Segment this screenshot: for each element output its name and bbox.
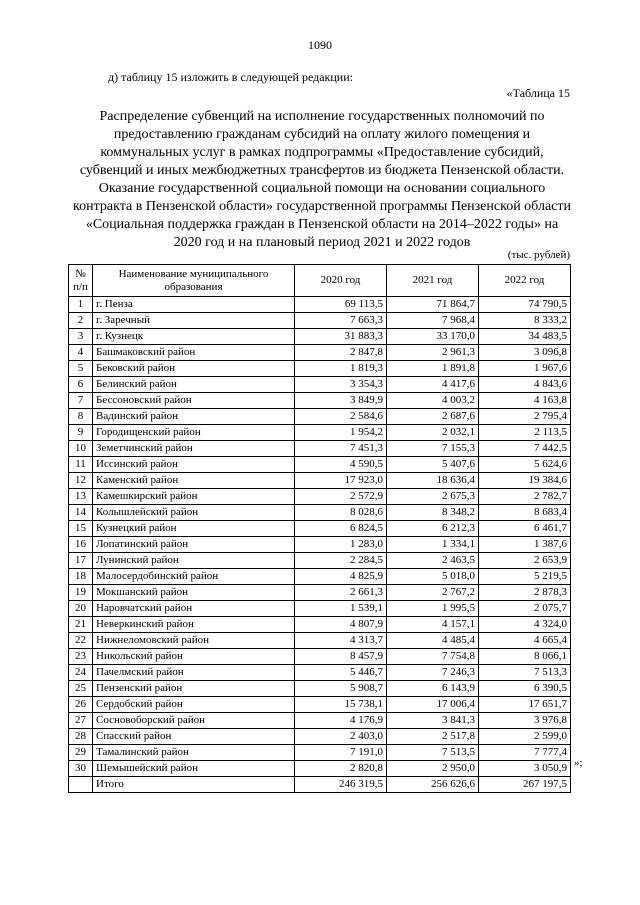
municipality-name: Земетчинский район: [93, 441, 295, 457]
table-row: [69, 457, 571, 473]
value-2020: 7 191,0: [295, 745, 387, 761]
table-row: [69, 585, 571, 601]
table-reference: «Таблица 15: [506, 86, 570, 100]
table-row: [69, 361, 571, 377]
intro-text: д) таблицу 15 изложить в следующей редакции:: [108, 70, 353, 84]
total-municipality-name: Итого: [93, 777, 295, 793]
value-2021: 2 687,6: [387, 409, 479, 425]
table-row: [69, 409, 571, 425]
value-2021: 5 018,0: [387, 569, 479, 585]
closing-quote: »;: [574, 757, 583, 769]
value-2022: 2 113,5: [479, 425, 571, 441]
value-2022: 7 513,3: [479, 665, 571, 681]
value-2020: 1 819,3: [295, 361, 387, 377]
value-2020: 8 028,6: [295, 505, 387, 521]
row-number: 24: [69, 665, 93, 681]
value-2021: 4 485,4: [387, 633, 479, 649]
row-number: 8: [69, 409, 93, 425]
table-row: [69, 713, 571, 729]
value-2020: 2 584,6: [295, 409, 387, 425]
row-number: 9: [69, 425, 93, 441]
row-number: 15: [69, 521, 93, 537]
total-row: [69, 777, 571, 793]
value-2020: 1 954,2: [295, 425, 387, 441]
value-2022: 17 651,7: [479, 697, 571, 713]
table-row: [69, 617, 571, 633]
value-2022: 6 390,5: [479, 681, 571, 697]
municipality-name: Наровчатский район: [93, 601, 295, 617]
value-2020: 17 923,0: [295, 473, 387, 489]
municipality-name: Белинский район: [93, 377, 295, 393]
value-2021: 4 157,1: [387, 617, 479, 633]
row-number: 13: [69, 489, 93, 505]
value-2020: 2 572,9: [295, 489, 387, 505]
value-2020: 2 820,8: [295, 761, 387, 777]
municipality-name: Бековский район: [93, 361, 295, 377]
value-2020: 5 446,7: [295, 665, 387, 681]
header-num: № п/п: [69, 265, 93, 297]
value-2021: 5 407,6: [387, 457, 479, 473]
value-2022: 2 795,4: [479, 409, 571, 425]
value-2020: 6 824,5: [295, 521, 387, 537]
value-2020: 4 825,9: [295, 569, 387, 585]
municipality-name: Сосновоборский район: [93, 713, 295, 729]
value-2020: 1 539,1: [295, 601, 387, 617]
value-2020: 31 883,3: [295, 329, 387, 345]
row-number: 25: [69, 681, 93, 697]
value-2021: 1 334,1: [387, 537, 479, 553]
table-row: [69, 761, 571, 777]
municipality-name: Мокшанский район: [93, 585, 295, 601]
table-row: [69, 745, 571, 761]
municipality-name: г. Пенза: [93, 297, 295, 313]
value-2022: 74 790,5: [479, 297, 571, 313]
value-2022: 2 075,7: [479, 601, 571, 617]
table-row: [69, 665, 571, 681]
municipality-name: г. Кузнецк: [93, 329, 295, 345]
value-2021: 6 212,3: [387, 521, 479, 537]
value-2022: 1 387,6: [479, 537, 571, 553]
value-2020: 4 807,9: [295, 617, 387, 633]
table-row: [69, 489, 571, 505]
municipality-name: Шемышейский район: [93, 761, 295, 777]
value-2021: 2 950,0: [387, 761, 479, 777]
row-number: 12: [69, 473, 93, 489]
total-row-number: [69, 777, 93, 793]
row-number: 17: [69, 553, 93, 569]
row-number: 21: [69, 617, 93, 633]
value-2022: 34 483,5: [479, 329, 571, 345]
row-number: 14: [69, 505, 93, 521]
municipality-name: Спасский район: [93, 729, 295, 745]
total-value-2020: 246 319,5: [295, 777, 387, 793]
table-row: [69, 393, 571, 409]
value-2020: 15 738,1: [295, 697, 387, 713]
row-number: 6: [69, 377, 93, 393]
row-number: 2: [69, 313, 93, 329]
value-2022: 19 384,6: [479, 473, 571, 489]
row-number: 20: [69, 601, 93, 617]
value-2021: 6 143,9: [387, 681, 479, 697]
value-2021: 7 968,4: [387, 313, 479, 329]
municipality-name: г. Заречный: [93, 313, 295, 329]
table-row: [69, 377, 571, 393]
row-number: 5: [69, 361, 93, 377]
table-row: [69, 473, 571, 489]
value-2020: 69 113,5: [295, 297, 387, 313]
value-2021: 2 961,3: [387, 345, 479, 361]
value-2022: 1 967,6: [479, 361, 571, 377]
table-row: [69, 441, 571, 457]
value-2021: 4 003,2: [387, 393, 479, 409]
table-row: [69, 601, 571, 617]
value-2021: 4 417,6: [387, 377, 479, 393]
value-2021: 7 513,5: [387, 745, 479, 761]
value-2021: 17 006,4: [387, 697, 479, 713]
total-value-2022: 267 197,5: [479, 777, 571, 793]
row-number: 28: [69, 729, 93, 745]
value-2020: 4 590,5: [295, 457, 387, 473]
municipality-name: Иссинский район: [93, 457, 295, 473]
municipality-name: Малосердобинский район: [93, 569, 295, 585]
municipality-name: Городищенский район: [93, 425, 295, 441]
table-row: [69, 649, 571, 665]
row-number: 18: [69, 569, 93, 585]
value-2020: 2 284,5: [295, 553, 387, 569]
value-2021: 71 864,7: [387, 297, 479, 313]
table-row: [69, 633, 571, 649]
municipality-name: Вадинский район: [93, 409, 295, 425]
value-2022: 4 665,4: [479, 633, 571, 649]
value-2020: 4 176,9: [295, 713, 387, 729]
municipality-name: Башмаковский район: [93, 345, 295, 361]
table-row: [69, 729, 571, 745]
page-number: 1090: [308, 38, 332, 52]
value-2022: 4 324,0: [479, 617, 571, 633]
municipality-name: Нижнеломовский район: [93, 633, 295, 649]
value-2022: 4 163,8: [479, 393, 571, 409]
row-number: 29: [69, 745, 93, 761]
value-2021: 7 246,3: [387, 665, 479, 681]
row-number: 1: [69, 297, 93, 313]
value-2021: 2 032,1: [387, 425, 479, 441]
header-name: Наименование муниципального образования: [93, 265, 295, 297]
table-header-row: [69, 265, 571, 297]
value-2021: 33 170,0: [387, 329, 479, 345]
value-2021: 1 995,5: [387, 601, 479, 617]
value-2020: 2 403,0: [295, 729, 387, 745]
table-row: [69, 537, 571, 553]
value-2020: 7 663,3: [295, 313, 387, 329]
row-number: 7: [69, 393, 93, 409]
municipality-name: Лунинский район: [93, 553, 295, 569]
value-2020: 3 849,9: [295, 393, 387, 409]
table-row: [69, 329, 571, 345]
municipality-name: Сердобский район: [93, 697, 295, 713]
municipality-name: Пачелмский район: [93, 665, 295, 681]
value-2022: 8 066,1: [479, 649, 571, 665]
value-2022: 3 050,9: [479, 761, 571, 777]
value-2020: 4 313,7: [295, 633, 387, 649]
row-number: 30: [69, 761, 93, 777]
table-row: [69, 313, 571, 329]
municipality-name: Кузнецкий район: [93, 521, 295, 537]
table-row: [69, 297, 571, 313]
value-2022: 4 843,6: [479, 377, 571, 393]
table-row: [69, 345, 571, 361]
value-2022: 5 219,5: [479, 569, 571, 585]
value-2021: 8 348,2: [387, 505, 479, 521]
value-2022: 2 782,7: [479, 489, 571, 505]
value-2022: 7 442,5: [479, 441, 571, 457]
row-number: 11: [69, 457, 93, 473]
value-2021: 1 891,8: [387, 361, 479, 377]
value-2020: 1 283,0: [295, 537, 387, 553]
row-number: 3: [69, 329, 93, 345]
value-2022: 2 599,0: [479, 729, 571, 745]
row-number: 26: [69, 697, 93, 713]
municipality-name: Каменский район: [93, 473, 295, 489]
row-number: 27: [69, 713, 93, 729]
row-number: 16: [69, 537, 93, 553]
row-number: 19: [69, 585, 93, 601]
value-2020: 2 661,3: [295, 585, 387, 601]
row-number: 22: [69, 633, 93, 649]
value-2022: 7 777,4: [479, 745, 571, 761]
row-number: 23: [69, 649, 93, 665]
value-2021: 7 155,3: [387, 441, 479, 457]
header-2021: 2021 год: [387, 265, 479, 297]
value-2022: 5 624,6: [479, 457, 571, 473]
value-2021: 2 767,2: [387, 585, 479, 601]
value-2022: 3 976,8: [479, 713, 571, 729]
value-2022: 2 878,3: [479, 585, 571, 601]
value-2022: 8 333,2: [479, 313, 571, 329]
total-value-2021: 256 626,6: [387, 777, 479, 793]
municipality-name: Никольский район: [93, 649, 295, 665]
table-row: [69, 521, 571, 537]
units-label: (тыс. рублей): [507, 249, 570, 261]
municipality-name: Тамалинский район: [93, 745, 295, 761]
header-2022: 2022 год: [479, 265, 571, 297]
table-row: [69, 569, 571, 585]
table-row: [69, 681, 571, 697]
value-2020: 3 354,3: [295, 377, 387, 393]
document-title: Распределение субвенций на исполнение государственных полномочий по предоставлению гражданам субсидий на оплату жилого помещения и коммунальных услуг в рамках подпрограммы «Предоставление субсидий, субвенций и иных межбюджетных трансфертов из бюджета Пензенской области. Оказание государственной социальной помощи на основании социального контракта в Пензенской области» государственной программы Пензенской области «Социальная поддержка граждан в Пензенской области на 2014–2022 годы» на 2020 год и на плановый период 2021 и 2022 годов: [73, 109, 571, 250]
table-row: [69, 505, 571, 521]
value-2022: 8 683,4: [479, 505, 571, 521]
table-row: [69, 425, 571, 441]
municipality-name: Неверкинский район: [93, 617, 295, 633]
value-2021: 7 754,8: [387, 649, 479, 665]
table-row: [69, 697, 571, 713]
municipality-name: Лопатинский район: [93, 537, 295, 553]
row-number: 4: [69, 345, 93, 361]
value-2022: 2 653,9: [479, 553, 571, 569]
subsidy-table: [68, 264, 571, 793]
value-2021: 18 636,4: [387, 473, 479, 489]
header-2020: 2020 год: [295, 265, 387, 297]
value-2020: 2 847,8: [295, 345, 387, 361]
value-2020: 8 457,9: [295, 649, 387, 665]
value-2022: 6 461,7: [479, 521, 571, 537]
value-2020: 7 451,3: [295, 441, 387, 457]
value-2020: 5 908,7: [295, 681, 387, 697]
row-number: 10: [69, 441, 93, 457]
municipality-name: Колышлейский район: [93, 505, 295, 521]
value-2021: 2 517,8: [387, 729, 479, 745]
municipality-name: Бессоновский район: [93, 393, 295, 409]
table-row: [69, 553, 571, 569]
municipality-name: Камешкирский район: [93, 489, 295, 505]
value-2022: 3 096,8: [479, 345, 571, 361]
value-2021: 3 841,3: [387, 713, 479, 729]
table-body: [69, 297, 571, 793]
value-2021: 2 463,5: [387, 553, 479, 569]
municipality-name: Пензенский район: [93, 681, 295, 697]
value-2021: 2 675,3: [387, 489, 479, 505]
